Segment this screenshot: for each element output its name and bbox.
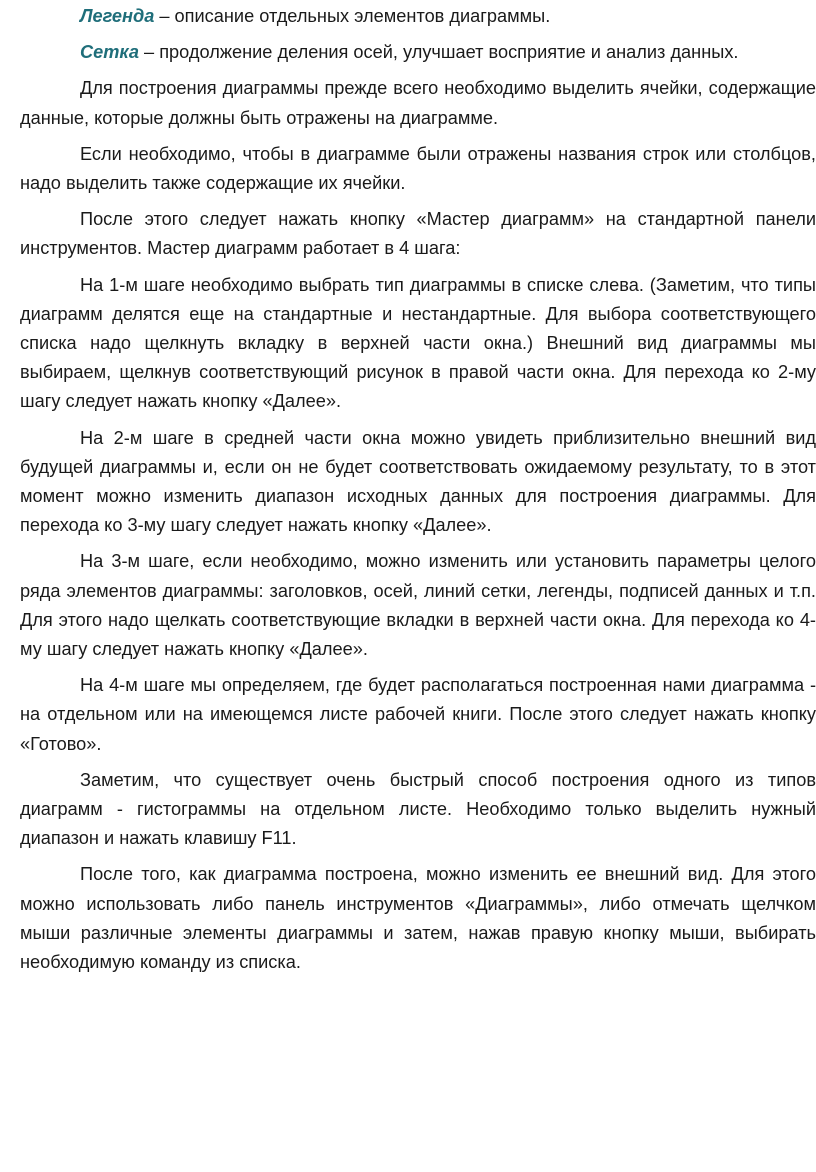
definition-grid bbox=[20, 38, 816, 67]
definition-legend bbox=[20, 0, 816, 31]
definition-term: Сетка bbox=[80, 42, 139, 63]
paragraph: После этого следует нажать кнопку «Мастер диаграмм» на стандартной панели инструментов. Мастер диаграмм работает в 4 шага: bbox=[20, 209, 816, 259]
paragraph: Для построения диаграммы прежде всего необходимо выделить ячейки, содержащие данные, которые должны быть отражены на диаграмме. bbox=[20, 78, 816, 128]
paragraph: Заметим, что существует очень быстрый способ построения одного из типов диаграмм - гистограммы на отдельном листе. Необходимо только выделить нужный диапазон и нажать клавишу F11. bbox=[20, 769, 816, 849]
paragraph: На 4-м шаге мы определяем, где будет располагаться построенная нами диаграмма - на отдельном или на имеющемся листе рабочей книги. После этого следует нажать кнопку «Готово». bbox=[20, 675, 816, 754]
definition-term: Легенда bbox=[80, 6, 155, 26]
definition-text: – продолжение деления осей, улучшает восприятие и анализ данных. bbox=[138, 42, 739, 63]
paragraph: На 2-м шаге в средней части окна можно увидеть приблизительно внешний вид будущей диаграммы и, если он не будет соответствовать ожидаемому результату, то в этот момент можно изменить диапазон исходных данных для построения диаграммы. Для перехода ко 3-му шагу следует нажать кнопку «Далее». bbox=[20, 427, 816, 536]
paragraph: Если необходимо, чтобы в диаграмме были отражены названия строк или столбцов, надо выделить также содержащие их ячейки. bbox=[20, 143, 816, 194]
paragraph: На 3-м шаге, если необходимо, можно изменить или установить параметры целого ряда элементов диаграммы: заголовков, осей, линий сетки, легенды, подписей данных и т.п. Для этого надо щелкать соответствующие вкладки в верхней части окна. Для перехода ко 4-му шагу следует нажать кнопку «Далее». bbox=[20, 551, 816, 660]
document-page bbox=[20, 0, 816, 984]
paragraph: На 1-м шаге необходимо выбрать тип диаграммы в списке слева. (Заметим, что типы диаграмм делятся еще на стандартные и нестандартные. Для выбора соответствующего списка надо щелкнуть вкладку в верхней части окна.) Внешний вид диаграммы мы выбираем, щелкнув соответствующий рисунок в правой части окна. Для перехода ко 2-му шагу следует нажать кнопку «Далее». bbox=[20, 274, 816, 412]
paragraph: После того, как диаграмма построена, можно изменить ее внешний вид. Для этого можно использовать либо панель инструментов «Диаграммы», либо отмечать щелчком мыши различные элементы диаграммы и затем, нажав правую кнопку мыши, выбирать необходимую команду из списка. bbox=[20, 864, 816, 973]
definition-text: – описание отдельных элементов диаграммы. bbox=[154, 6, 551, 26]
